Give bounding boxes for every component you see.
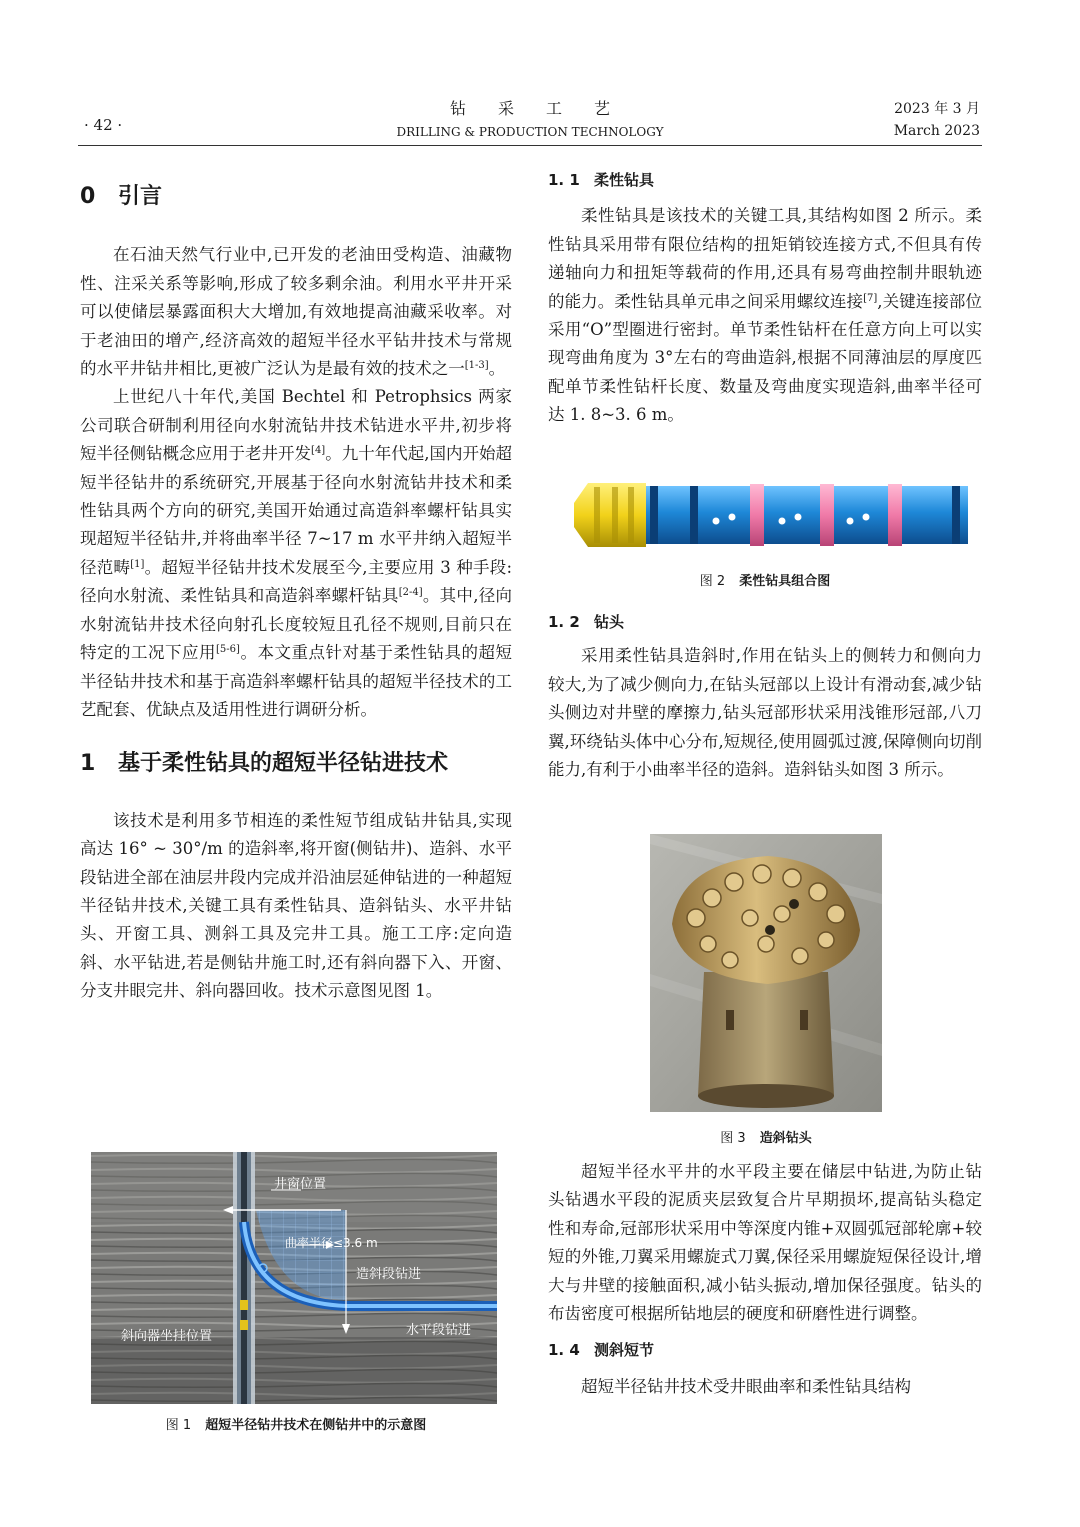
section-1-1-number: 1. 1 <box>548 171 580 189</box>
figure-1-caption-text: 超短半径钻井技术在侧钻井中的示意图 <box>205 1418 427 1433</box>
intro-paragraph-2: 上世纪八十年代,美国 Bechtel 和 Petrophsics 两家公司联合研制利用径向水射流钻井技术钻进水平井,初步将短半径侧钻概念应用于老井开发[4]。九十年代起,国内开始超短半径钻井的系统研究,开展基于径向水射流钻井技术和柔性钻具两个方向的研究,美国开始通过高造斜率螺杆钻具实现超短半径钻井,并将曲率半径 7~17 m 水平井纳入超短半径范畴[1]。超短半径钻井技术发展至今,主要应用 3 种手段:径向水射流、柔性钻具和高造斜率螺杆钻具[2-4]。其中,径向水射流钻井技术径向射孔长度较短且孔径不规则,目前只在特定的工况下应用[5-6]。本文重点针对基于柔性钻具的超短半径钻井技术和基于高造斜率螺杆钻具的超短半径技术的工艺配套、优缺点及适用性进行调研分析。 <box>80 387 513 719</box>
issue-date-cn: 2023 年 3 月 <box>894 101 980 117</box>
citation[interactable]: [5-6] <box>216 644 240 656</box>
section-1-2-paragraph-2: 超短半径水平井的水平段主要在储层中钻进,为防止钻头钻遇水平段的泥质夹层致复合片早期损坏,提高钻头稳定性和寿命,冠部形状采用中等深度内锥+双圆弧冠部轮廓+较短的外锥,刀翼采用螺旋式刀翼,保径采用螺旋短保径设计,增大与井壁的接触面积,减小钻头振动,增加保径强度。钻头的布齿密度可根据所钻地层的硬度和研磨性进行调整。 <box>548 1162 982 1324</box>
label-build-section: 造斜段钻进 <box>356 1267 422 1282</box>
figure-3 <box>650 834 882 1112</box>
journal-title-cn: 钻采工艺 <box>449 99 642 118</box>
figure-1-diagram <box>91 1152 497 1404</box>
label-horizontal: 水平段钻进 <box>406 1323 472 1338</box>
figure-2-caption-number: 图 2 <box>699 574 726 589</box>
section-1-paragraph: 该技术是利用多节相连的柔性短节组成钻井钻具,实现高达 16° ~ 30°/m 的造斜率,将开窗(侧钻井)、造斜、水平段钻进全部在油层井段内完成并沿油层延伸钻进的一种超短半径钻井技术,关键工具有柔性钻具、造斜钻头、水平井钻头、开窗工具、测斜工具及完井工具。施工工序:定向造斜、水平钻进,若是侧钻井施工时,还有斜向器下入、开窗、分支井眼完井、斜向器回收。技术示意图见图 1。 <box>80 810 512 1001</box>
right-column-top <box>548 166 982 430</box>
section-1-2-paragraph-1: 采用柔性钻具造斜时,作用在钻头上的侧转力和侧向力较大,为了减少侧向力,在钻头冠部以上设计有滑动套,减少钻头侧边对井壁的摩擦力,钻头冠部形状采用浅锥形冠部,八刀翼,环绕钻头体中心分布,短规径,使用圆弧过渡,保障侧向切削能力,有利于小曲率半径的造斜。造斜钻头如图 3 所示。 <box>548 646 982 780</box>
section-1-1-title: 柔性钻具 <box>594 171 655 189</box>
label-radius: 曲率半径≤3.6 m <box>285 1236 378 1250</box>
section-1-4-number: 1. 4 <box>548 1341 580 1360</box>
page-number: · 42 · <box>84 116 123 134</box>
section-1-4-paragraph: 超短半径钻井技术受井眼曲率和柔性钻具结构 <box>581 1376 911 1396</box>
section-1-4-heading <box>548 1336 982 1364</box>
figure-3-caption-number: 图 3 <box>720 1131 746 1146</box>
figure-3-caption-text: 造斜钻头 <box>759 1131 812 1146</box>
figure-2-caption-text: 柔性钻具组合图 <box>739 574 831 589</box>
section-1-heading <box>80 750 512 778</box>
section-1-2-heading <box>548 608 982 636</box>
section-0-number: 0 <box>80 184 96 209</box>
section-1-number: 1 <box>80 751 96 777</box>
section-0-heading <box>80 183 512 211</box>
label-whipstock: 斜向器坐挂位置 <box>121 1329 213 1344</box>
section-1-2-number: 1. 2 <box>548 613 580 631</box>
issue-date-en: March 2023 <box>893 123 980 139</box>
section-1-1-heading <box>548 166 982 194</box>
intro-paragraph-1: 在石油天然气行业中,已开发的老油田受构造、油藏物性、注采关系等影响,形成了较多剩余油。利用水平井开采可以使储层暴露面积大大增加,有效地提高油藏采收率。对于老油田的增产,经济高效的超短半径水平钻井技术与常规的水平井钻井相比,更被广泛认为是最有效的技术之一[1-3]。 <box>80 245 512 379</box>
drill-bit-photo <box>650 834 882 1112</box>
issue-date <box>880 98 980 142</box>
figure-2-caption <box>548 570 982 589</box>
figure-3-caption <box>650 1127 882 1146</box>
citation[interactable]: [2-4] <box>398 587 423 599</box>
citation[interactable]: [1-3] <box>464 360 489 372</box>
citation[interactable]: [1] <box>130 558 145 570</box>
label-window: 井窗位置 <box>274 1177 327 1192</box>
header-rule <box>78 145 982 146</box>
section-0-title: 引言 <box>118 184 163 209</box>
citation[interactable]: [7] <box>863 292 878 304</box>
section-1-2-title: 钻头 <box>594 613 625 631</box>
right-column-bottom <box>548 1158 982 1401</box>
journal-header <box>390 96 670 139</box>
section-1-1-paragraph: 柔性钻具是该技术的关键工具,其结构如图 2 所示。柔性钻具采用带有限位结构的扭矩销铰连接方式,不但具有传递轴向力和扭矩等载荷的作用,还具有易弯曲控制井眼轨迹的能力。柔性钻具单元串之间采用螺纹连接[7],关键连接部位采用“O”型圈进行密封。单节柔性钻杆在任意方向上可以实现弯曲角度为 3°左右的弯曲造斜,根据不同薄油层的厚度匹配单节柔性钻杆长度、数量及弯曲度实现造斜,曲率半径可达 1. 8~3. 6 m。 <box>548 206 983 425</box>
citation[interactable]: [4] <box>311 445 326 457</box>
figure-1-caption <box>80 1414 512 1433</box>
figure-2 <box>566 477 968 553</box>
figure-1 <box>91 1152 497 1404</box>
journal-title-en: DRILLING & PRODUCTION TECHNOLOGY <box>396 125 664 139</box>
figure-1-caption-number: 图 1 <box>165 1418 192 1433</box>
left-column <box>80 183 512 1006</box>
section-1-2 <box>548 608 982 784</box>
section-1-title: 基于柔性钻具的超短半径钻进技术 <box>118 751 449 777</box>
figure-2-tool-diagram <box>566 477 968 553</box>
section-1-4-title: 测斜短节 <box>594 1341 655 1360</box>
